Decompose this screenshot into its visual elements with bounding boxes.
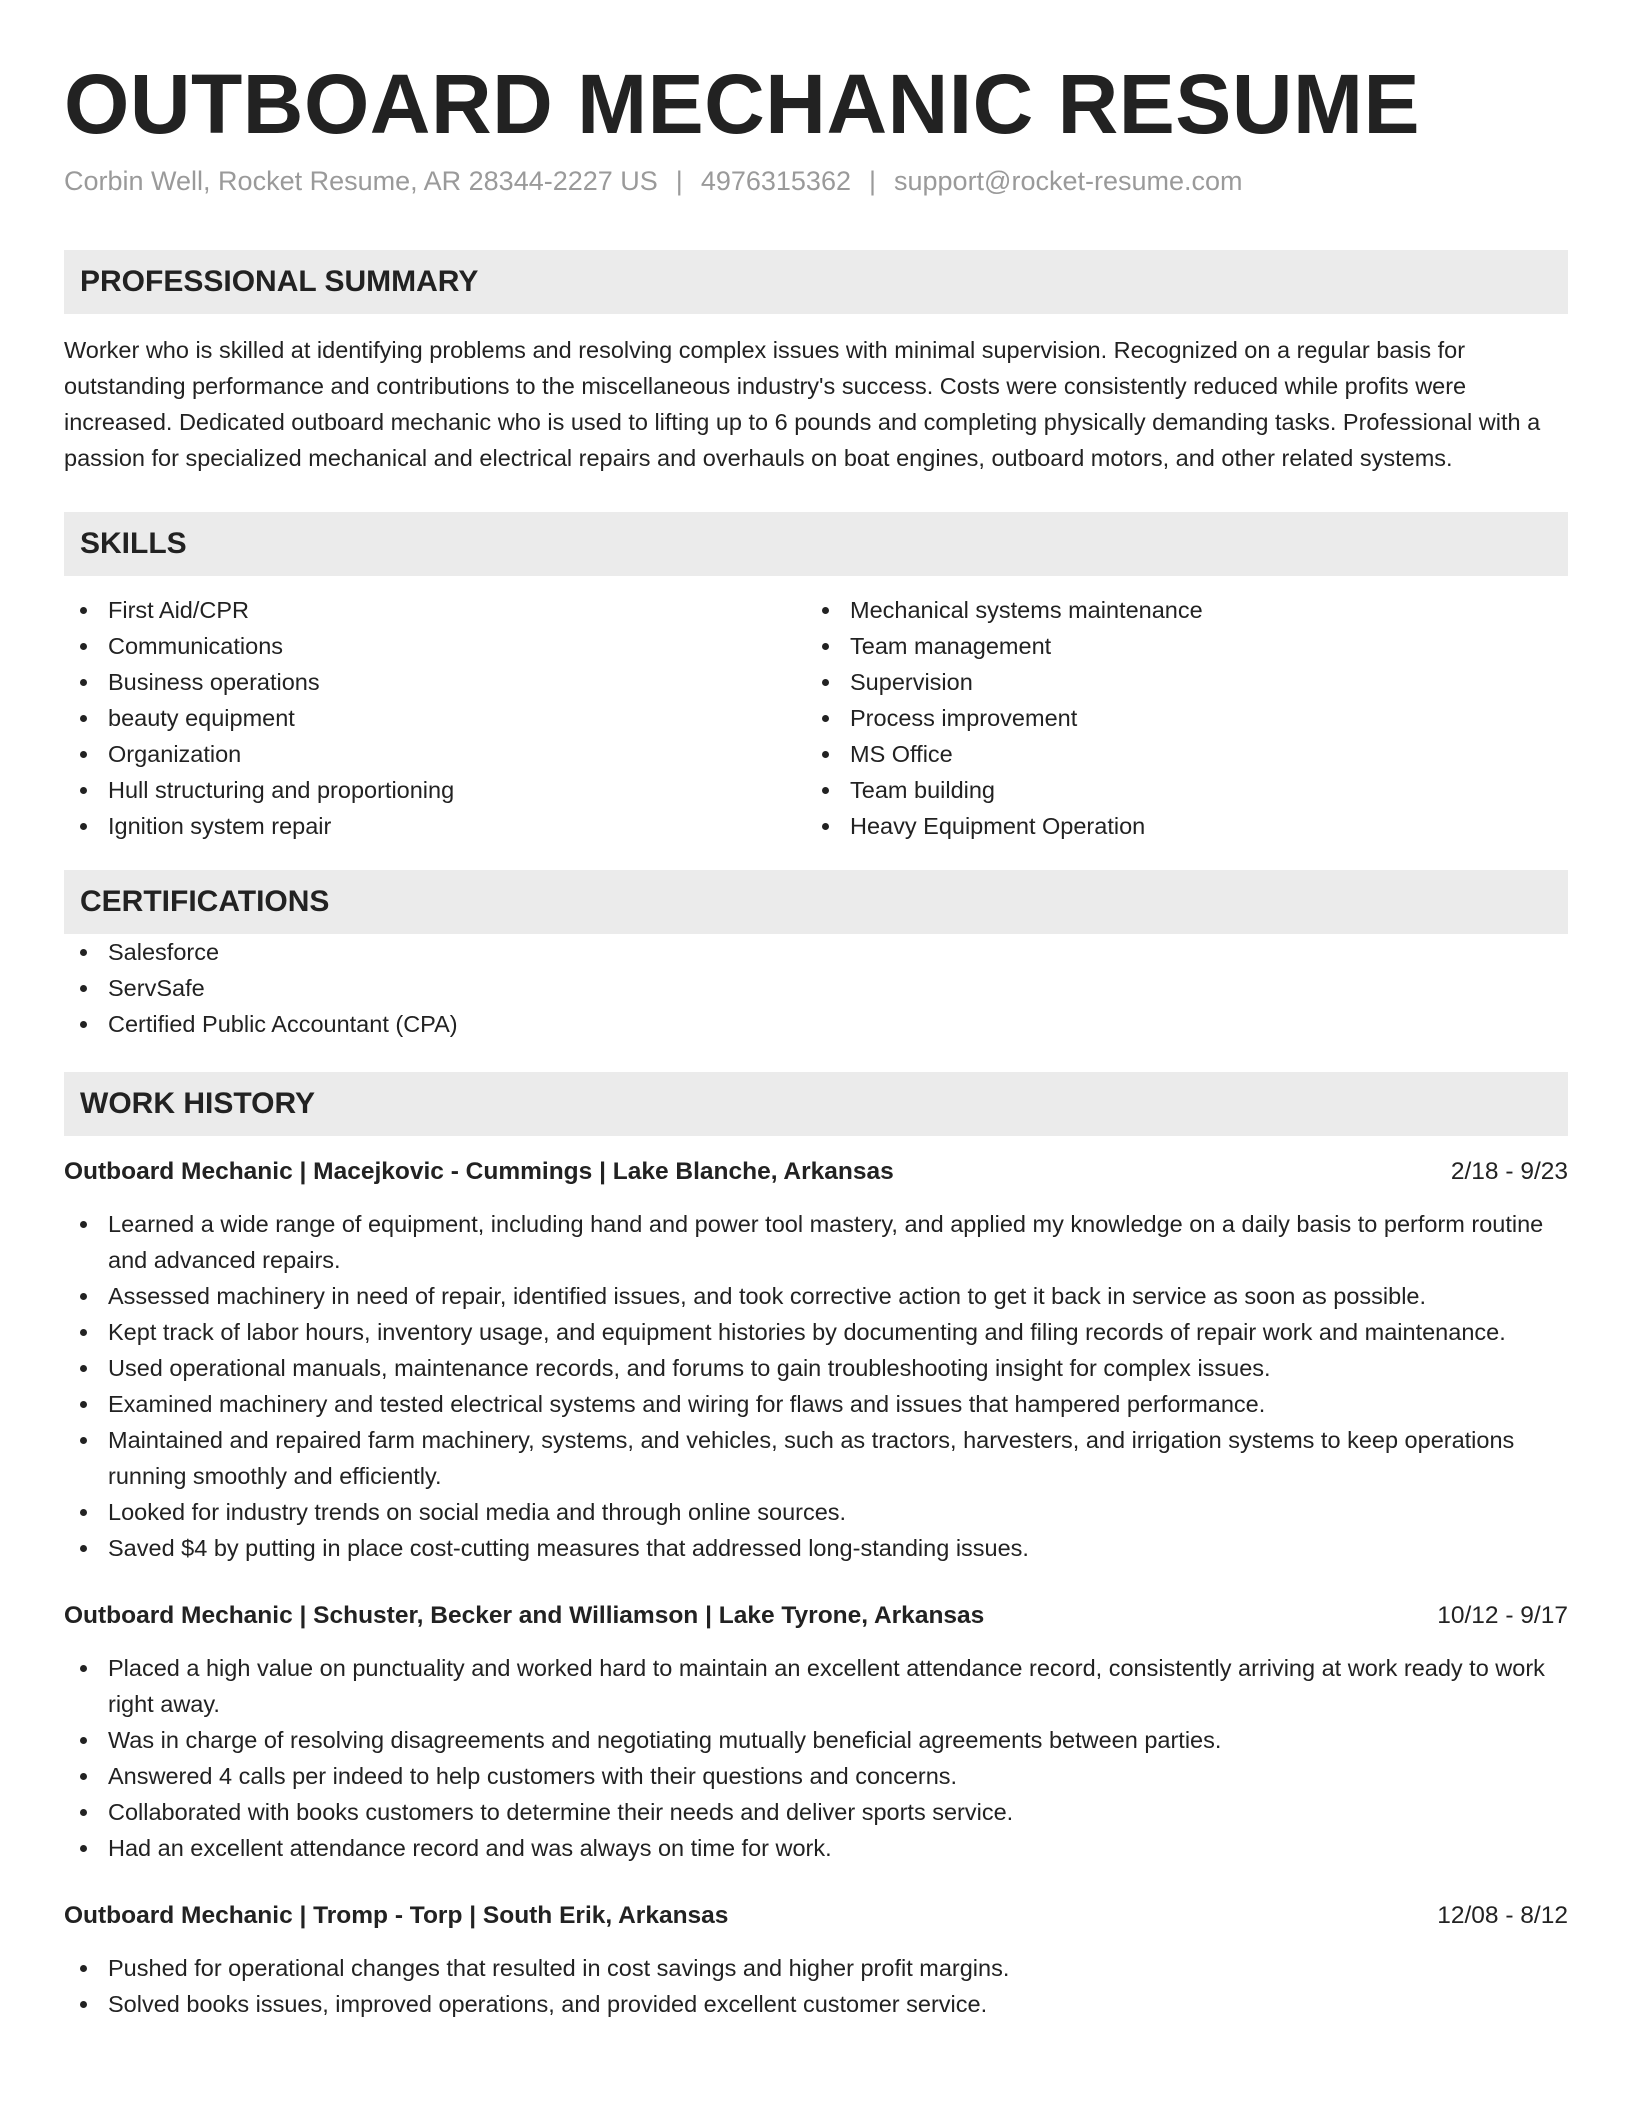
resume-title: OUTBOARD MECHANIC RESUME bbox=[64, 57, 1420, 151]
job-bullet: Pushed for operational changes that resulted in cost savings and higher profit margins. bbox=[64, 1950, 1568, 1986]
job-bullet: Solved books issues, improved operations, and provided excellent customer service. bbox=[64, 1986, 1568, 2022]
certifications-list bbox=[64, 934, 1568, 1042]
skill-item: Communications bbox=[64, 628, 806, 664]
contact-line bbox=[64, 164, 1568, 198]
skill-item: Organization bbox=[64, 736, 806, 772]
section-heading-work-history: WORK HISTORY bbox=[64, 1072, 1568, 1136]
job-header bbox=[64, 1154, 1568, 1190]
skill-item: Heavy Equipment Operation bbox=[806, 808, 1548, 844]
skill-item: Team management bbox=[806, 628, 1548, 664]
contact-separator: | bbox=[675, 166, 683, 196]
job-title: Outboard Mechanic | Macejkovic - Cummings | Lake Blanche, Arkansas bbox=[64, 1158, 894, 1185]
job-bullet: Assessed machinery in need of repair, identified issues, and took corrective action to get it back in service as soon as possible. bbox=[64, 1278, 1568, 1314]
job-bullets bbox=[64, 1650, 1568, 1866]
contact-address: Corbin Well, Rocket Resume, AR 28344-2227 US bbox=[64, 166, 658, 196]
job-dates: 2/18 - 9/23 bbox=[1450, 1158, 1568, 1185]
job-dates: 10/12 - 9/17 bbox=[1437, 1602, 1568, 1629]
job-title: Outboard Mechanic | Schuster, Becker and Williamson | Lake Tyrone, Arkansas bbox=[64, 1602, 985, 1629]
certification-item: Certified Public Accountant (CPA) bbox=[64, 1006, 1568, 1042]
skill-item: beauty equipment bbox=[64, 700, 806, 736]
job-header bbox=[64, 1898, 1568, 1934]
job-bullet: Was in charge of resolving disagreements and negotiating mutually beneficial agreements between parties. bbox=[64, 1722, 1568, 1758]
skill-item: Process improvement bbox=[806, 700, 1548, 736]
skill-item: Hull structuring and proportioning bbox=[64, 772, 806, 808]
job-entry bbox=[64, 1154, 1568, 1566]
contact-separator: | bbox=[868, 166, 876, 196]
job-bullet: Answered 4 calls per indeed to help customers with their questions and concerns. bbox=[64, 1758, 1568, 1794]
section-heading-skills: SKILLS bbox=[64, 512, 1568, 576]
contact-email: support@rocket-resume.com bbox=[894, 166, 1243, 196]
skill-item: Business operations bbox=[64, 664, 806, 700]
job-bullet: Collaborated with books customers to determine their needs and deliver sports service. bbox=[64, 1794, 1568, 1830]
job-title: Outboard Mechanic | Tromp - Torp | South Erik, Arkansas bbox=[64, 1902, 729, 1929]
job-bullet: Learned a wide range of equipment, including hand and power tool mastery, and applied my knowledge on a daily basis to perform routine and advanced repairs. bbox=[64, 1206, 1568, 1278]
skill-item: Supervision bbox=[806, 664, 1548, 700]
job-header bbox=[64, 1598, 1568, 1634]
contact-phone: 4976315362 bbox=[700, 166, 851, 196]
skills-list-left bbox=[64, 592, 806, 844]
job-bullet: Had an excellent attendance record and was always on time for work. bbox=[64, 1830, 1568, 1866]
skill-item: Team building bbox=[806, 772, 1548, 808]
skill-item: Ignition system repair bbox=[64, 808, 806, 844]
section-heading-summary: PROFESSIONAL SUMMARY bbox=[64, 250, 1568, 314]
job-bullets bbox=[64, 1206, 1568, 1566]
certification-item: Salesforce bbox=[64, 934, 1568, 970]
job-bullets bbox=[64, 1950, 1568, 2022]
certification-item: ServSafe bbox=[64, 970, 1568, 1006]
skill-item: First Aid/CPR bbox=[64, 592, 806, 628]
job-entry bbox=[64, 1898, 1568, 2022]
job-bullet: Placed a high value on punctuality and worked hard to maintain an excellent attendance record, consistently arriving at work ready to work right away. bbox=[64, 1650, 1568, 1722]
job-bullet: Used operational manuals, maintenance records, and forums to gain troubleshooting insight for complex issues. bbox=[64, 1350, 1568, 1386]
job-bullet: Maintained and repaired farm machinery, systems, and vehicles, such as tractors, harvesters, and irrigation systems to keep operations running smoothly and efficiently. bbox=[64, 1422, 1568, 1494]
skills-list-right bbox=[806, 592, 1548, 844]
section-heading-certifications: CERTIFICATIONS bbox=[64, 870, 1568, 934]
skill-item: MS Office bbox=[806, 736, 1548, 772]
skill-item: Mechanical systems maintenance bbox=[806, 592, 1548, 628]
job-bullet: Kept track of labor hours, inventory usage, and equipment histories by documenting and filing records of repair work and maintenance. bbox=[64, 1314, 1568, 1350]
job-dates: 12/08 - 8/12 bbox=[1437, 1902, 1568, 1929]
summary-text: Worker who is skilled at identifying problems and resolving complex issues with minimal supervision. Recognized on a regular basis for outstanding performance and contributions to the miscellaneous industry's success. Costs were consistently reduced while profits were increased. Dedicated outboard mechanic who is used to lifting up to 6 pounds and completing physically demanding tasks. Professional with a passion for specialized mechanical and electrical repairs and overhauls on boat engines, outboard motors, and other related systems. bbox=[64, 337, 1541, 471]
job-entry bbox=[64, 1598, 1568, 1866]
job-bullet: Saved $4 by putting in place cost-cutting measures that addressed long-standing issues. bbox=[64, 1530, 1568, 1566]
skills-grid bbox=[64, 592, 1568, 844]
job-bullet: Looked for industry trends on social media and through online sources. bbox=[64, 1494, 1568, 1530]
job-bullet: Examined machinery and tested electrical systems and wiring for flaws and issues that hampered performance. bbox=[64, 1386, 1568, 1422]
resume-page bbox=[64, 0, 1568, 2022]
